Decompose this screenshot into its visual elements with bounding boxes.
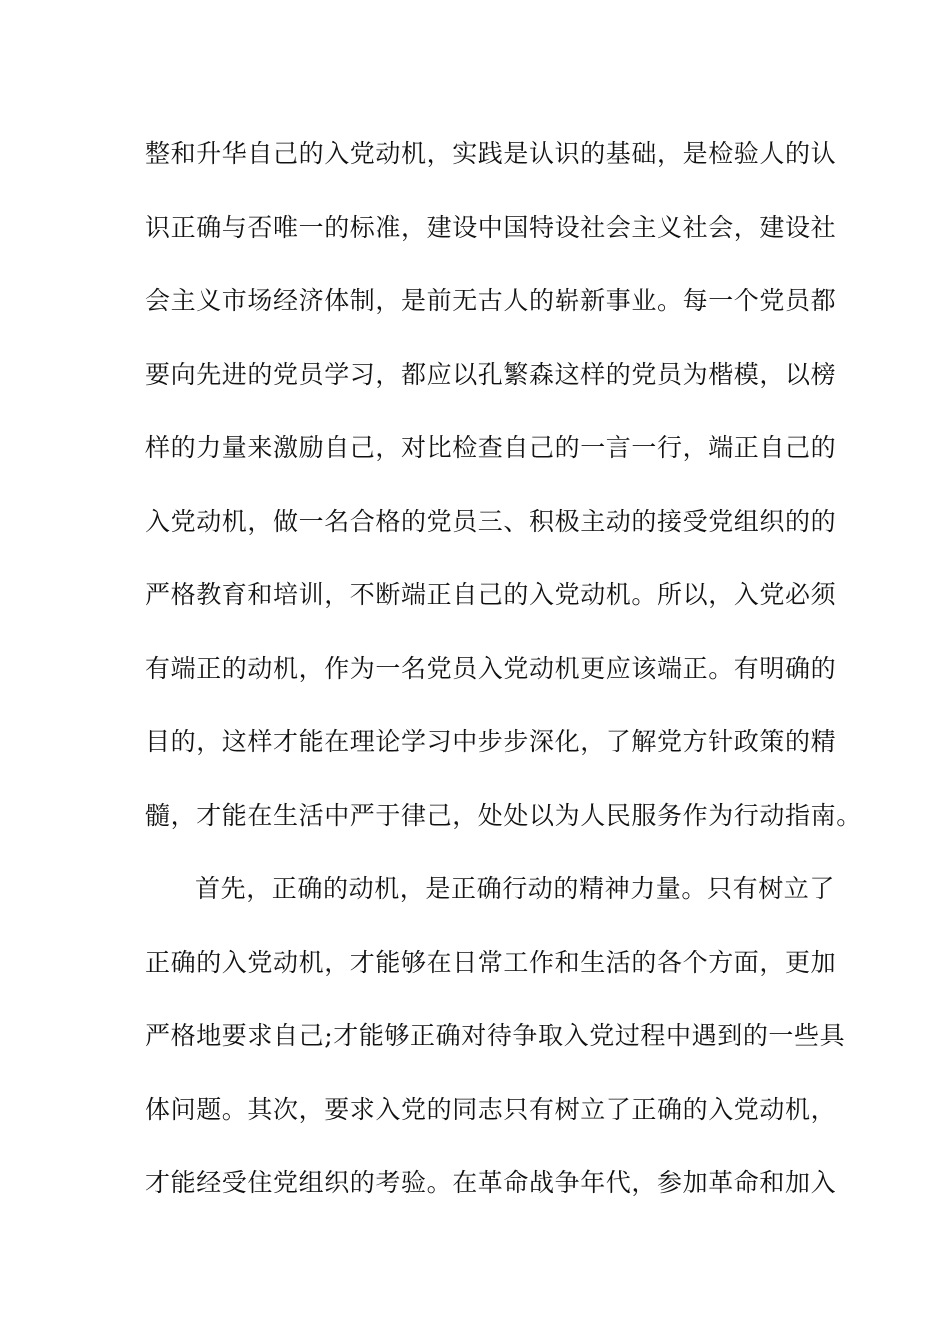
text-line: 会主义市场经济体制，是前无古人的崭新事业。每一个党员都 bbox=[145, 286, 837, 315]
text-line: 有端正的动机，作为一名党员入党动机更应该端正。有明确的 bbox=[145, 653, 837, 683]
text-line: 入党动机，做一名合格的党员三、积极主动的接受党组织的的 bbox=[145, 506, 837, 536]
text-line: 体问题。其次，要求入党的同志只有树立了正确的入党动机， bbox=[145, 1094, 837, 1124]
text-line: 要向先进的党员学习，都应以孔繁森这样的党员为楷模，以榜 bbox=[145, 359, 837, 389]
text-line: 严格地要求自己;才能够正确对待争取入党过程中遇到的一些具 bbox=[145, 1021, 846, 1050]
text-line: 才能经受住党组织的考验。在革命战争年代，参加革命和加入 bbox=[145, 1168, 837, 1197]
text-line: 识正确与否唯一的标准，建设中国特设社会主义社会，建设社 bbox=[145, 212, 837, 242]
text-line: 髓，才能在生活中严于律己，处处以为人民服务作为行动指南。 bbox=[145, 800, 862, 830]
text-line: 严格教育和培训，不断端正自己的入党动机。所以，入党必须 bbox=[145, 580, 837, 609]
paragraph-start-line: 首先，正确的动机，是正确行动的精神力量。只有树立了 bbox=[195, 874, 836, 903]
text-line: 目的，这样才能在理论学习中步步深化，了解党方针政策的精 bbox=[145, 727, 837, 756]
text-line: 样的力量来激励自己，对比检查自己的一言一行，端正自己的 bbox=[145, 433, 837, 462]
document-body bbox=[145, 130, 862, 1233]
text-line: 正确的入党动机，才能够在日常工作和生活的各个方面，更加 bbox=[145, 947, 837, 977]
text-line: 整和升华自己的入党动机，实践是认识的基础，是检验人的认 bbox=[145, 139, 837, 168]
